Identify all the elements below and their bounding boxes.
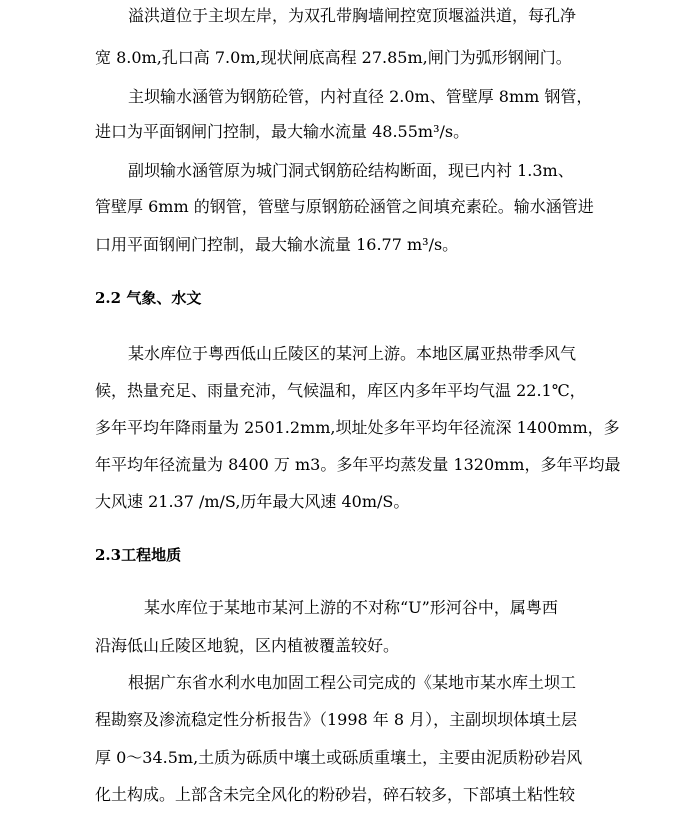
section-heading-2-2: 2.2 气象、水文: [95, 289, 202, 307]
spillway-line-2: 宽 8.0m,孔口高 7.0m,现状闸底高程 27.85m,闸门为弧形钢闸门。: [95, 48, 572, 67]
climate-line-3: 多年平均年降雨量为 2501.2mm,坝址处多年平均年径流深 1400mm，多: [95, 418, 620, 437]
main-conduit-line-1: 主坝输水涵管为钢筋砼管，内衬直径 2.0m、管壁厚 8mm 钢管，: [128, 87, 593, 106]
geology-p2-line-1: 根据广东省水利水电加固工程公司完成的《某地市某水库土坝工: [128, 673, 577, 692]
climate-line-4: 年平均年径流量为 8400 万 m3。多年平均蒸发量 1320mm，多年平均最: [95, 455, 621, 474]
geology-p2-line-4: 化土构成。上部含未完全风化的粉砂岩，碎石较多，下部填土粘性较: [95, 785, 576, 804]
geology-p2-line-3: 厚 0～34.5m,土质为砾质中壤土或砾质重壤土，主要由泥质粉砂岩风: [95, 748, 583, 767]
climate-line-5: 大风速 21.37 /m/S,历年最大风速 40m/S。: [95, 492, 410, 511]
aux-conduit-line-1: 副坝输水涵管原为城门洞式钢筋砼结构断面，现已内衬 1.3m、: [128, 161, 574, 180]
climate-line-2: 候，热量充足、雨量充沛，气候温和，库区内多年平均气温 22.1℃，: [95, 381, 586, 400]
aux-conduit-line-3: 口用平面钢闸门控制，最大输水流量 16.77 m³/s。: [95, 235, 459, 254]
spillway-line-1: 溢洪道位于主坝左岸，为双孔带胸墙闸控宽顶堰溢洪道，每孔净: [128, 6, 577, 25]
climate-line-1: 某水库位于粤西低山丘陵区的某河上游。本地区属亚热带季风气: [128, 344, 577, 363]
geology-p1-line-2: 沿海低山丘陵区地貌，区内植被覆盖较好。: [95, 636, 400, 655]
main-conduit-line-2: 进口为平面钢闸门控制，最大输水流量 48.55m³/s。: [95, 122, 470, 141]
geology-p1-line-1: 某水库位于某地市某河上游的不对称“U”形河谷中，属粤西: [144, 598, 558, 617]
geology-p2-line-2: 程勘察及渗流稳定性分析报告》（1998 年 8 月），主副坝坝体填土层: [95, 710, 578, 729]
section-heading-2-3: 2.3工程地质: [95, 546, 182, 564]
aux-conduit-line-2: 管壁厚 6mm 的钢管，管壁与原钢筋砼涵管之间填充素砼。输水涵管进: [95, 197, 594, 216]
